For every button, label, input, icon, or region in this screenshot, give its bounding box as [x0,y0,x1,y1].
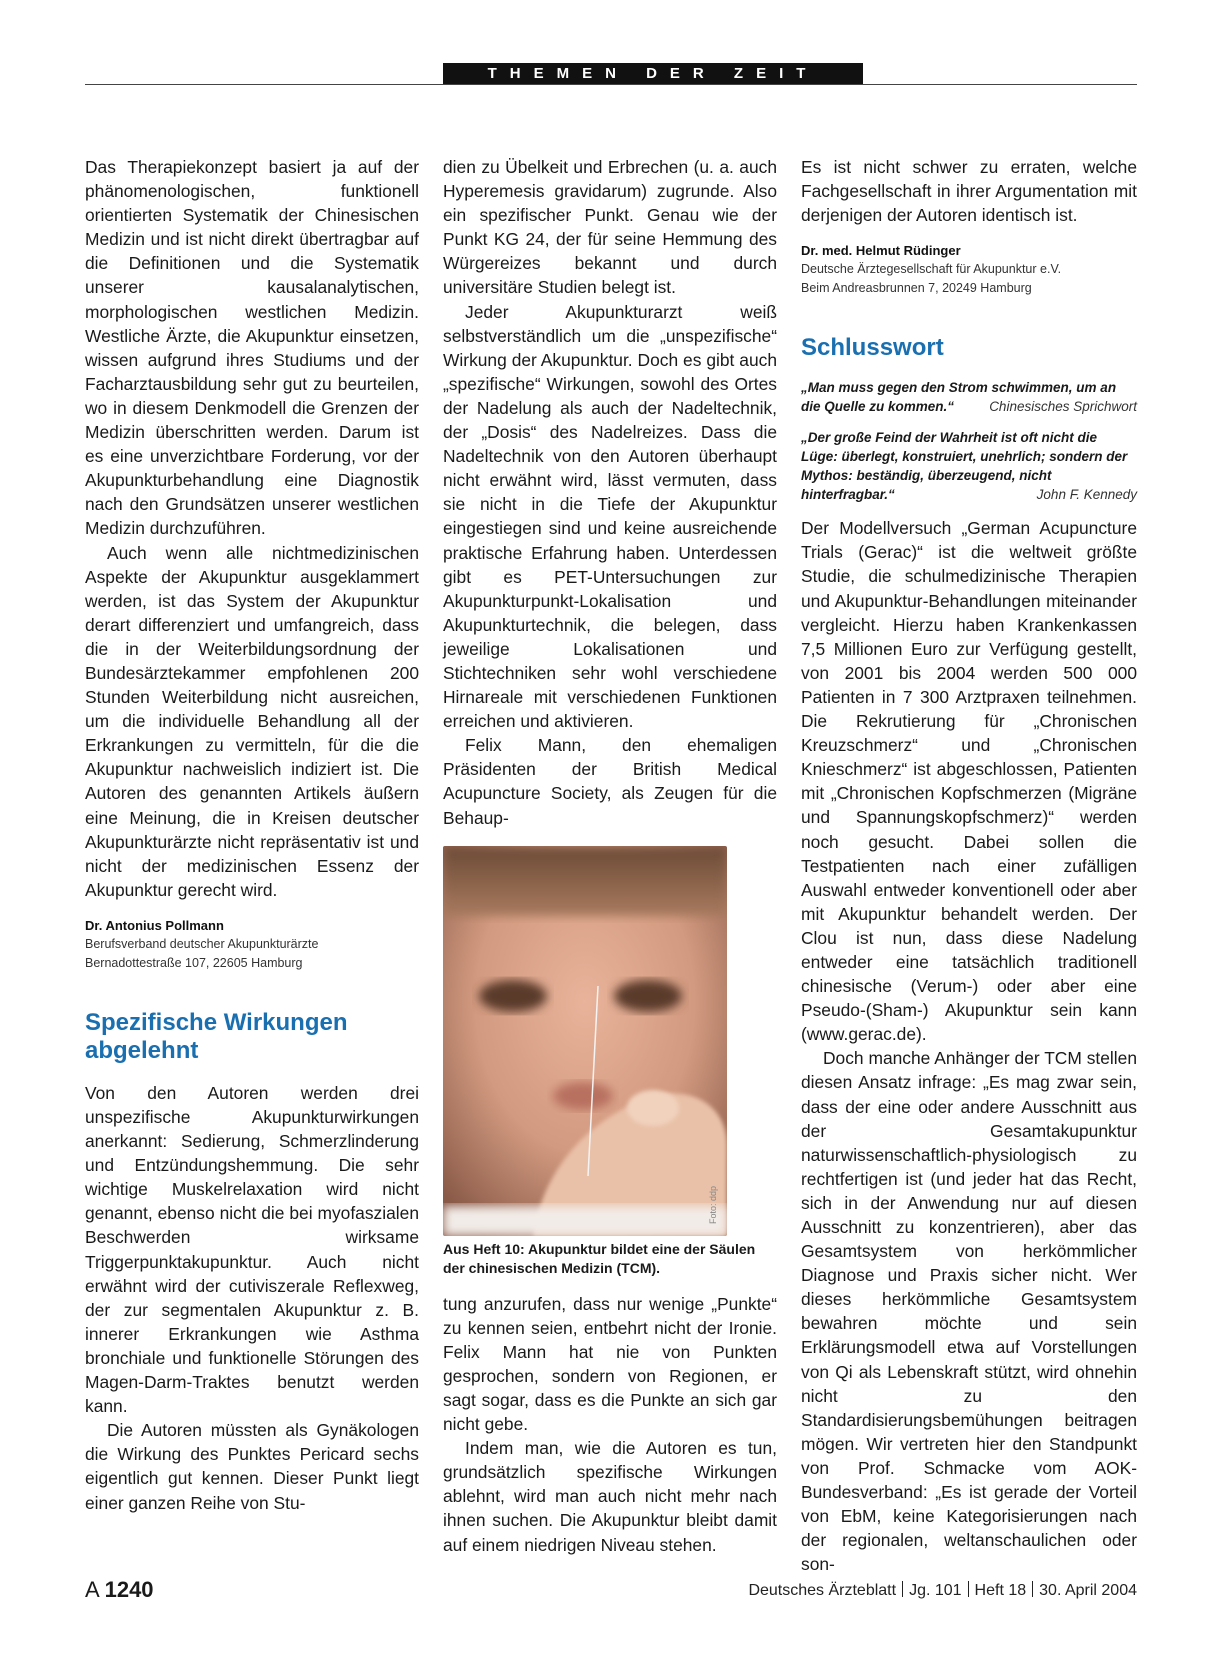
paragraph: Es ist nicht schwer zu erraten, welche Fachgesellschaft in ihrer Argumentation mit derjenigen der Autoren identisch ist. [801,157,1137,226]
column-middle [443,155,777,1557]
paragraph: dien zu Übelkeit und Erbrechen (u. a. auch Hyperemesis gravidarum) zugrunde. Also ein spezifischer Punkt. Genau wie der Punkt KG 24, der für seine Hemmung des Würgereizes bekannt und durch universitäre Studien belegt ist. [443,157,777,298]
acupuncture-photo [443,846,727,1236]
journal-name: Deutsches Ärzteblatt [748,1582,897,1599]
quote-text: „Man muss gegen den Strom schwimmen, um an die Quelle zu kommen.“ [801,380,1117,415]
separator [902,1581,903,1597]
epigraph-quote [801,428,1137,504]
paragraph: Doch manche Anhänger der TCM stellen diesen Ansatz infrage: „Es mag zwar sein, dass der eine oder andere Ausschnitt aus der Gesamtakupunktur naturwissenschaftlich-physiologisch zu rechtfertigen ist (und jeder hat das Recht, sich in der Anwendung nur auf diesen Ausschnitt zu konzentrieren), aber das Gesamtsystem von herkömmlicher Diagnose und Praxis sicher nicht. Wer dieses herkömmliche Gesamtsystem bewahren möchte und sein Erklärungsmodell etwa auf Vorstellungen von Qi als Lebenskraft stützt, wird ohnehin nicht zu den Standardisierungsbemühungen beitragen mögen. Wir vertreten hier den Standpunkt von Prof. Schmacke vom AOK-Bundesverband: „Es ist gerade der Vorteil von EbM, keine Kategorisierungen nach der regionalen, weltanschaulichen oder son- [801,1048,1137,1575]
paragraph: Auch wenn alle nichtmedizinischen Aspekte der Akupunktur ausgeklammert werden, ist das System der Akupunktur derart differenziert und umfangreich, dass die in der Weiterbildungsordnung der Bundesärztekammer empfohlenen 200 Stunden Weiterbildung nicht ausreichen, um die individuelle Behandlung all der Erkrankungen zu vermitteln, für die die Akupunktur nachweislich indiziert ist. Die Autoren des genannten Artikels äußern eine Meinung, die in Kreisen deutscher Akupunkturärzte nicht repräsentativ ist und nicht der medizinischen Essenz der Akupunktur gerecht wird. [85,542,419,900]
journal-date: 30. April 2004 [1039,1582,1137,1599]
journal-issue: Heft 18 [974,1582,1027,1599]
column-left [85,155,419,1515]
paragraph: Von den Autoren werden drei unspezifische Akupunkturwirkungen anerkannt: Sedierung, Schmerzlinderung und Entzündungshemmung. Die sehr wichtige Muskelrelaxation wird nicht genannt, ebenso nicht die bei myofaszialen Beschwerden wirksame Triggerpunktakupunktur. Auch nicht erwähnt wird der cutiviszerale Reflexweg, der zur segmentalen Akupunktur z. B. innerer Erkrankungen wie Asthma bronchiale und funktionelle Störungen des Magen-Darm-Traktes benutzt werden kann. [85,1082,419,1417]
journal-info [748,1581,1137,1600]
paragraph: tung anzurufen, dass nur wenige „Punkte“ zu kennen seien, entbehrt nicht der Ironie. Felix Mann hat nie von Punkten gesprochen, sondern von Regionen, er sagt sogar, dass es die Punkte an sich gar nicht gebe. [443,1293,777,1435]
paragraph: Felix Mann, den ehemaligen Präsidenten der British Medical Acupuncture Society, als Zeugen für die Behaup- [443,735,777,828]
journal-volume: Jg. 101 [909,1582,962,1599]
section-heading: Schlusswort [801,334,944,362]
paragraph: Indem man, wie die Autoren es tun, grundsätzlich spezifische Wirkungen ablehnt, wird man auch nicht mehr nach ihnen suchen. Die Akupunktur bleibt damit auf einem niedrigen Niveau stehen. [443,1438,777,1555]
author-address: Bernadottestraße 107, 22605 Hamburg [85,955,303,970]
paragraph: Die Autoren müssten als Gynäkologen die Wirkung des Punktes Pericard sechs eigentlich gut kennen. Dieser Punkt liegt einer ganzen Reihe von Stu- [85,1420,419,1513]
author-address: Beim Andreasbrunnen 7, 20249 Hamburg [801,281,1032,296]
quote-text: „Der große Feind der Wahrheit ist oft nicht die Lüge: überlegt, konstruiert, unehrlich; sondern der Mythos: beständig, überzeugend, nicht hinterfragbar.“ [801,430,1128,503]
column-right [801,155,1137,1576]
quote-author: John F. Kennedy [1036,487,1137,503]
author-organization: Deutsche Ärztegesellschaft für Akupunktur e.V. [801,262,1062,277]
page-number [85,1577,154,1603]
quote-author: Chinesisches Sprichwort [989,399,1137,415]
paragraph: Der Modellversuch „German Acupuncture Trials (Gerac)“ ist die weltweit größte Studie, die schulmedizinische Therapien und Akupunktur-Behandlungen miteinander vergleicht. Hierzu haben Krankenkassen 7,5 Millionen Euro zur Verfügung gestellt, von 2001 bis 2004 werden 500 000 Patienten in 7 300 Arztpraxen teilnehmen. Die Rekrutierung für „Chronischen Kreuzschmerz“ und „Chronischen Knieschmerz“ ist abgeschlossen, Patienten mit „Chronischen Kopfschmerzen (Migräne und Spannungskopfschmerz)“ werden noch gesucht. Dabei sollen die Testpatienten nach einer zufälligen Auswahl entweder konventionell oder aber mit Akupunktur behandelt werden. Der Clou ist nun, dass diese Nadelung entweder eine tatsächlich traditionell chinesische (Verum-) oder aber eine Pseudo-(Sham-) Akupunktur sein kann (www.gerac.de). [801,518,1137,1045]
header-rule [85,84,1137,85]
separator [968,1581,969,1597]
author-signature [801,241,1137,298]
page-prefix: A [85,1577,99,1602]
section-header [85,63,1137,86]
section-label: THEMEN DER ZEIT [443,63,863,84]
section-heading: Spezifische Wirkungen abgelehnt [85,1008,348,1064]
page-number-value: 1240 [104,1577,154,1602]
separator [1032,1581,1033,1597]
paragraph: Jeder Akupunkturarzt weiß selbstverständlich um die „unspezifische“ Wirkung der Akupunktur. Doch es gibt auch „spezifische“ Wirkungen, sowohl des Ortes der Nadelung als auch der Nadeltechnik, der „Dosis“ des Nadelreizes. Dass die Nadeltechnik von den Autoren überhaupt nicht erwähnt wird, lässt vermuten, dass sie nicht in die Tiefe der Akupunktur eingestiegen sind und keine ausreichende praktische Erfahrung haben. Unterdessen gibt es PET-Untersuchungen zur Akupunkturpunkt-Lokalisation und Akupunkturtechnik, die belegen, dass jeweilige Lokalisationen und Stichtechniken sehr wohl verschiedene Hirnareale mit verschiedenen Funktionen erreichen und aktivieren. [443,301,777,732]
author-organization: Berufsverband deutscher Akupunkturärzte [85,936,319,951]
photo-credit: Foto: ddp [707,1185,718,1224]
epigraph-quote [801,378,1137,416]
photo-caption: Aus Heft 10: Akupunktur bildet eine der Säulen der chinesischen Medizin (TCM). [443,1240,756,1276]
paragraph: Das Therapiekonzept basiert ja auf der phänomenologischen, funktionell orientierten Systematik der Chinesischen Medizin und ist nicht direkt übertragbar auf die Definitionen und die Systematik unserer kausalanalytischen, morphologischen westlichen Medizin. Westliche Ärzte, die Akupunktur einsetzen, wissen aufgrund ihres Studiums und der Facharztausbildung sehr gut zu beurteilen, wo in diesem Denkmodell die Grenzen der Medizin überschritten werden. Darum ist es eine unverzichtbare Forderung, vor der Akupunkturbehandlung eine Diagnostik nach den Grundsätzen unserer westlichen Medizin durchzuführen. [85,157,419,539]
author-name: Dr. Antonius Pollmann [85,917,224,933]
author-signature [85,916,419,973]
author-name: Dr. med. Helmut Rüdinger [801,243,961,259]
page-footer [85,1577,1137,1607]
